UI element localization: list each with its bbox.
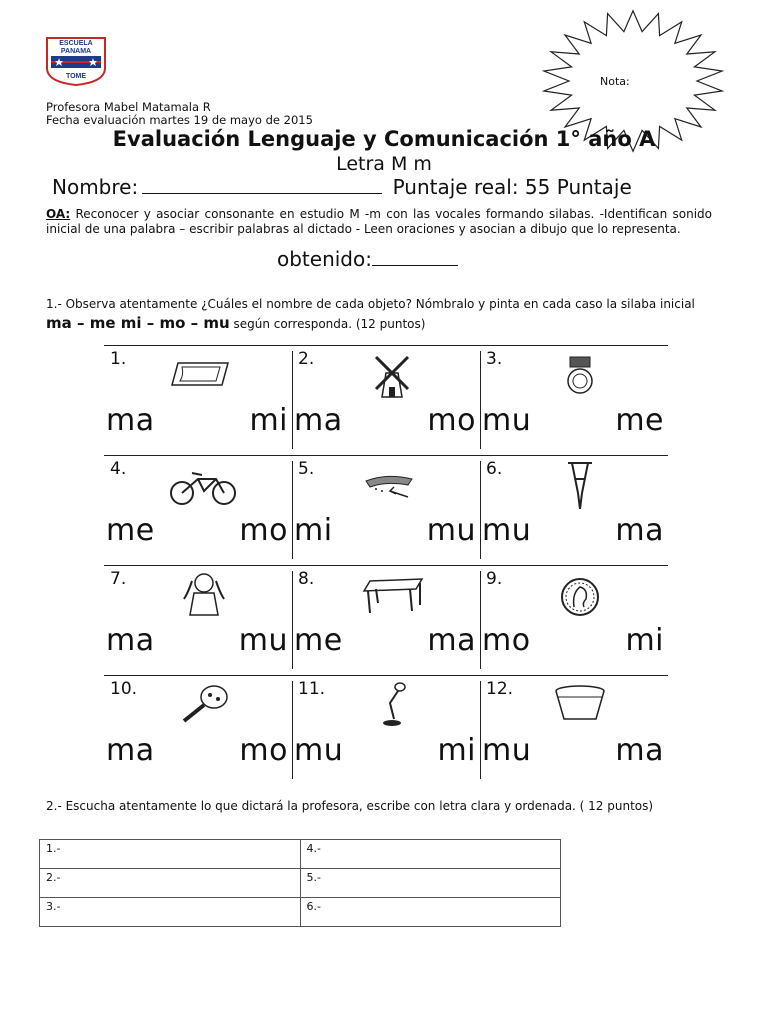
item-number: 12.	[486, 679, 514, 699]
exercise-cell	[480, 455, 668, 563]
dictation-cell[interactable]	[300, 869, 561, 898]
question-1	[46, 295, 716, 334]
crumbs-icon	[346, 459, 436, 509]
dictation-cell[interactable]	[40, 840, 301, 869]
dictation-label: 2.-	[46, 871, 61, 884]
exercise-cell	[104, 565, 292, 673]
crutch-icon	[534, 459, 624, 509]
question-1-syllables: ma – me mi – mo – mu	[46, 314, 230, 332]
syllable-option[interactable]: mu	[482, 733, 532, 768]
dictation-cell[interactable]	[300, 898, 561, 927]
syllable-option[interactable]: ma	[106, 623, 155, 658]
dictation-label: 1.-	[46, 842, 61, 855]
svg-text:PANAMA: PANAMA	[60, 48, 92, 55]
objective	[46, 207, 712, 237]
item-number: 10.	[110, 679, 138, 699]
exam-date: Fecha evaluación martes 19 de mayo de 2015	[46, 113, 313, 127]
syllable-option[interactable]: mi	[249, 403, 288, 438]
puntaje-label: Puntaje real: 55 Puntaje	[392, 175, 632, 199]
item-number: 2.	[298, 349, 315, 369]
syllable-option[interactable]: mi	[437, 733, 476, 768]
exercise-cell	[292, 345, 480, 453]
syllable-option[interactable]: ma	[615, 733, 664, 768]
dictation-cell[interactable]	[40, 869, 301, 898]
maraca-icon	[158, 679, 248, 729]
syllable-option[interactable]: mi	[625, 623, 664, 658]
item-number: 5.	[298, 459, 315, 479]
obtenido-label: obtenido:	[277, 247, 372, 271]
syllable-option[interactable]: mi	[294, 513, 333, 548]
question-1-text: 1.- Observa atentamente ¿Cuáles el nombre de cada objeto? Nómbralo y pinta en cada caso la silaba inicial	[46, 297, 695, 311]
syllable-option[interactable]: me	[615, 403, 664, 438]
exercise-cell	[104, 345, 292, 453]
exercise-cell	[292, 675, 480, 783]
dictation-label: 4.-	[306, 842, 321, 855]
objective-text: Reconocer y asociar consonante en estudio M -m con las vocales formando silabas. -Identifican sonido inicial de una palabra – escribir palabras al dictado - Leen oraciones y asocian a dibujo que lo representa.	[46, 207, 712, 236]
syllable-option[interactable]: ma	[294, 403, 343, 438]
exercise-cell	[292, 565, 480, 673]
exercise-cell	[104, 675, 292, 783]
dictation-label: 6.-	[306, 900, 321, 913]
syllable-option[interactable]: mo	[239, 733, 288, 768]
page-subtitle: Letra M m	[336, 153, 432, 175]
table-row	[40, 869, 561, 898]
name-field[interactable]	[142, 175, 382, 194]
page-title: Evaluación Lenguaje y Comunicación 1° año A	[112, 127, 656, 151]
syllable-option[interactable]: ma	[106, 733, 155, 768]
item-number: 4.	[110, 459, 127, 479]
svg-text:TOME: TOME	[65, 73, 87, 80]
windmill-icon	[346, 349, 436, 399]
syllable-option[interactable]: mu	[238, 623, 288, 658]
item-number: 11.	[298, 679, 326, 699]
nombre-label: Nombre:	[52, 175, 139, 199]
exercise-cell	[480, 565, 668, 673]
exercise-cell	[480, 345, 668, 453]
item-number: 3.	[486, 349, 503, 369]
question-1-points: según corresponda. (12 puntos)	[229, 317, 426, 331]
syllable-option[interactable]: mu	[294, 733, 344, 768]
syllable-option[interactable]: ma	[615, 513, 664, 548]
motorcycle-icon	[158, 459, 248, 509]
microphone-icon	[346, 679, 436, 729]
dictation-table	[39, 839, 561, 927]
syllable-option[interactable]: me	[294, 623, 343, 658]
obtenido-row	[277, 247, 458, 271]
name-row	[52, 175, 632, 199]
syllable-option[interactable]: mo	[482, 623, 531, 658]
question-2: 2.- Escucha atentamente lo que dictará la profesora, escribe con letra clara y ordenada. ( 12 puntos)	[46, 799, 654, 813]
table-row	[40, 898, 561, 927]
table-row	[40, 840, 561, 869]
dictation-cell[interactable]	[300, 840, 561, 869]
item-number: 1.	[110, 349, 127, 369]
exercise-cell	[480, 675, 668, 783]
medal-icon	[534, 349, 624, 399]
teacher-name: Profesora Mabel Matamala R	[46, 100, 211, 114]
item-number: 7.	[110, 569, 127, 589]
doll-icon	[158, 569, 248, 619]
nota-label: Nota:	[600, 75, 630, 88]
flowerpot-icon	[534, 679, 624, 729]
table-icon	[346, 569, 436, 619]
syllable-option[interactable]: ma	[427, 623, 476, 658]
syllable-option[interactable]: ma	[106, 403, 155, 438]
syllable-grid	[104, 345, 668, 779]
dictation-label: 3.-	[46, 900, 61, 913]
svg-text:ESCUELA: ESCUELA	[59, 40, 93, 47]
item-number: 6.	[486, 459, 503, 479]
exercise-cell	[292, 455, 480, 563]
objective-label: OA:	[46, 207, 71, 221]
exercise-cell	[104, 455, 292, 563]
dictation-label: 5.-	[306, 871, 321, 884]
map-icon	[158, 349, 248, 399]
syllable-option[interactable]: mu	[482, 513, 532, 548]
coin-icon	[534, 569, 624, 619]
obtenido-field[interactable]	[372, 247, 458, 266]
dictation-cell[interactable]	[40, 898, 301, 927]
syllable-option[interactable]: mo	[427, 403, 476, 438]
item-number: 9.	[486, 569, 503, 589]
syllable-option[interactable]: mu	[482, 403, 532, 438]
school-logo	[45, 36, 107, 86]
item-number: 8.	[298, 569, 315, 589]
syllable-option[interactable]: mo	[239, 513, 288, 548]
syllable-option[interactable]: me	[106, 513, 155, 548]
syllable-option[interactable]: mu	[426, 513, 476, 548]
